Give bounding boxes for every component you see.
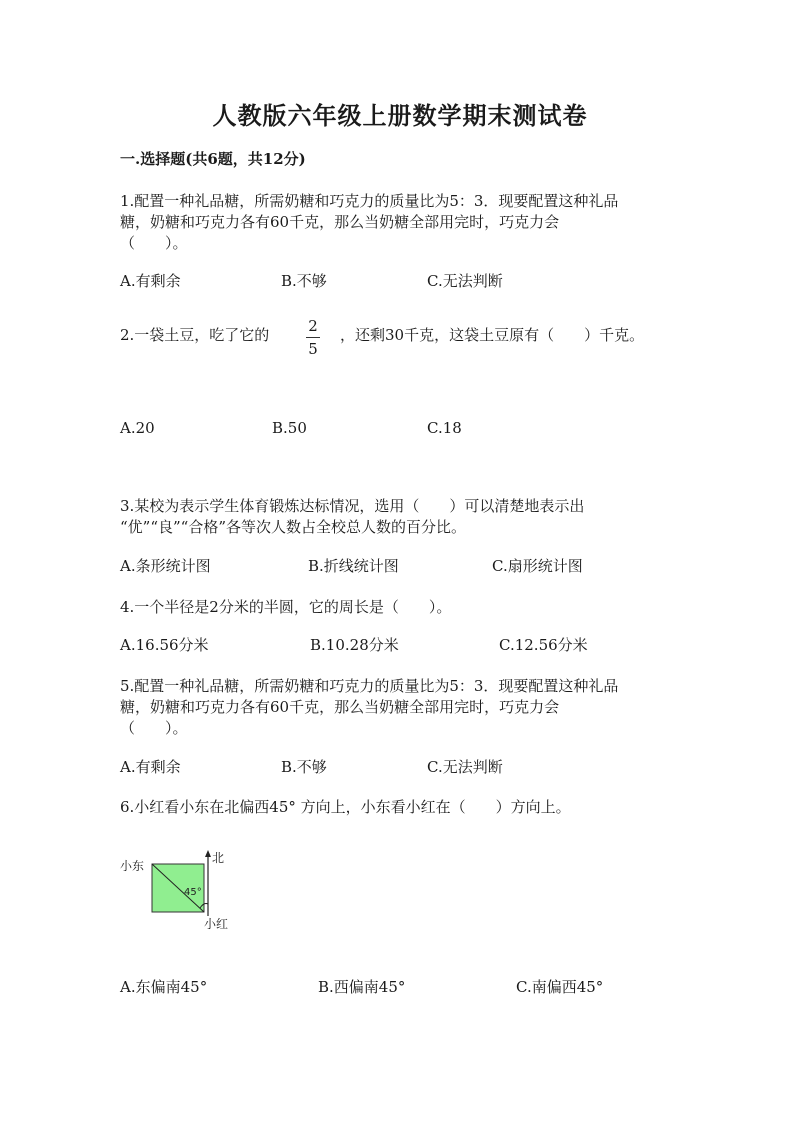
q6-direction-diagram [120, 848, 250, 932]
q4-option-b[interactable]: B.10.28分米 [310, 636, 399, 654]
q2-option-c[interactable]: C.18 [427, 419, 462, 437]
q5-line-2: 糖，奶糖和巧克力各有60千克，那么当奶糖全部用完时，巧克力会 [120, 698, 560, 716]
q5-line-3: （ ）。 [120, 719, 188, 737]
q3-option-b[interactable]: B.折线统计图 [308, 557, 399, 575]
q1-option-a[interactable]: A.有剩余 [120, 272, 181, 290]
q5-line-1: 5.配置一种礼品糖，所需奶糖和巧克力的质量比为5：3．现要配置这种礼品 [120, 677, 619, 695]
q1-line-3: （ ）。 [120, 234, 188, 252]
q3-line-1: 3.某校为表示学生体育锻炼达标情况，选用（ ）可以清楚地表示出 [120, 497, 585, 515]
q3-option-a[interactable]: A.条形统计图 [120, 557, 211, 575]
q3-option-c[interactable]: C.扇形统计图 [492, 557, 583, 575]
label-xiaodong: 小东 [120, 859, 145, 873]
q5-option-c[interactable]: C.无法判断 [427, 758, 503, 776]
q1-option-c[interactable]: C.无法判断 [427, 272, 503, 290]
q5-option-b[interactable]: B.不够 [281, 758, 327, 776]
q1-option-b[interactable]: B.不够 [281, 272, 327, 290]
label-angle: 45° [184, 887, 202, 898]
q2-option-b[interactable]: B.50 [272, 419, 307, 437]
q3-line-2: “优”“良”“合格”各等次人数占全校总人数的百分比。 [120, 518, 467, 536]
q5-option-a[interactable]: A.有剩余 [120, 758, 181, 776]
q6-option-c[interactable]: C.南偏西45° [516, 978, 604, 996]
label-xiaohong: 小红 [204, 917, 229, 931]
q1-line-1: 1.配置一种礼品糖，所需奶糖和巧克力的质量比为5：3．现要配置这种礼品 [120, 192, 619, 210]
q6-option-b[interactable]: B.西偏南45° [318, 978, 406, 996]
q1-line-2: 糖，奶糖和巧克力各有60千克，那么当奶糖全部用完时，巧克力会 [120, 213, 560, 231]
q2-fraction [303, 316, 323, 359]
fraction-bar [306, 337, 320, 338]
fraction-denominator: 5 [308, 340, 318, 358]
q6-line-1: 6.小红看小东在北偏西45° 方向上，小东看小红在（ ）方向上。 [120, 798, 571, 816]
q2-text-after: ，还剩30千克，这袋土豆原有（ ）千克。 [340, 326, 645, 344]
q4-line-1: 4.一个半径是2分米的半圆，它的周长是（ ）。 [120, 598, 452, 616]
page-title: 人教版六年级上册数学期末测试卷 [212, 101, 588, 130]
q2-text-before: 2.一袋土豆，吃了它的 [120, 326, 270, 344]
q4-option-a[interactable]: A.16.56分米 [120, 636, 209, 654]
section-title: 一.选择题(共6题，共12分) [120, 150, 306, 168]
label-north: 北 [212, 851, 225, 865]
q2-option-a[interactable]: A.20 [120, 419, 155, 437]
north-arrow-head [205, 850, 211, 857]
fraction-numerator: 2 [308, 317, 318, 335]
q6-option-a[interactable]: A.东偏南45° [120, 978, 208, 996]
q4-option-c[interactable]: C.12.56分米 [499, 636, 588, 654]
